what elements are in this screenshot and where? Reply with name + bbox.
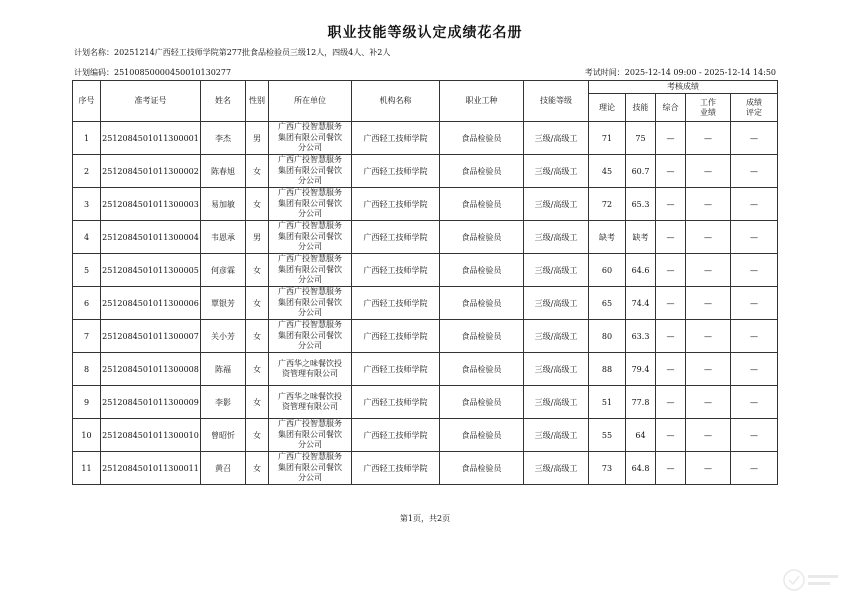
cell-unit-line: 集团有限公司餐饮 — [278, 462, 342, 472]
cell-unit-line: 分公司 — [298, 176, 322, 186]
cell-unit-line: 分公司 — [298, 341, 322, 351]
cell-work: — — [686, 386, 731, 419]
cell-unit-line: 资管理有限公司 — [282, 402, 338, 411]
cell-job: 食品检验员 — [440, 188, 524, 221]
exam-time: 考试时间：2025-12-14 09:00 - 2025-12-14 14:50 — [584, 68, 776, 77]
cell-name: 陈福 — [201, 353, 246, 386]
cell-gender: 女 — [246, 452, 269, 485]
cell-name: 曾昭忻 — [201, 419, 246, 452]
cell-skill: 79.4 — [626, 353, 656, 386]
cell-skill: 65.3 — [626, 188, 656, 221]
cell-job: 食品检验员 — [440, 320, 524, 353]
cell-level: 三级/高级工 — [524, 122, 589, 155]
cell-unit-line: 集团有限公司餐饮 — [278, 231, 342, 241]
cell-unit-line: 分公司 — [298, 143, 322, 153]
cell-comprehensive: — — [656, 287, 686, 320]
cell-seq: 9 — [73, 386, 101, 419]
cell-comprehensive: — — [656, 419, 686, 452]
cell-unit-line: 分公司 — [298, 275, 322, 285]
cell-ticket: 2512084501011300008 — [101, 353, 201, 386]
cell-unit-line: 集团有限公司餐饮 — [278, 264, 342, 274]
cell-org: 广西轻工技师学院 — [352, 155, 440, 188]
cell-unit-line: 集团有限公司餐饮 — [278, 297, 342, 307]
cell-org: 广西轻工技师学院 — [352, 221, 440, 254]
cell-org: 广西轻工技师学院 — [352, 188, 440, 221]
cell-skill: 77.8 — [626, 386, 656, 419]
cell-unit-line: 广西广投智慧服务 — [278, 419, 342, 429]
cell-final: — — [731, 254, 778, 287]
cell-theory: 60 — [589, 254, 626, 287]
cell-name: 易加敏 — [201, 188, 246, 221]
cell-unit-line: 资管理有限公司 — [282, 369, 338, 378]
cell-unit-line: 集团有限公司餐饮 — [278, 429, 342, 439]
cell-unit — [269, 452, 352, 485]
header-ticket: 准考证号 — [101, 81, 201, 122]
header-work-line1: 工作 — [700, 97, 716, 107]
cell-unit-line: 分公司 — [298, 473, 322, 483]
cell-theory: 88 — [589, 353, 626, 386]
cell-ticket: 2512084501011300006 — [101, 287, 201, 320]
score-table — [72, 80, 778, 485]
cell-gender: 女 — [246, 188, 269, 221]
cell-org: 广西轻工技师学院 — [352, 386, 440, 419]
cell-job: 食品检验员 — [440, 122, 524, 155]
cell-final: — — [731, 221, 778, 254]
header-work-line2: 业绩 — [700, 107, 716, 117]
cell-final: — — [731, 287, 778, 320]
cell-gender: 女 — [246, 320, 269, 353]
table-row — [73, 122, 778, 155]
cell-level: 三级/高级工 — [524, 221, 589, 254]
table-row — [73, 188, 778, 221]
cell-work: — — [686, 287, 731, 320]
page-title: 职业技能等级认定成绩花名册 — [327, 25, 523, 41]
header-assess: 考核成绩 — [589, 81, 778, 94]
table-row — [73, 320, 778, 353]
cell-unit — [269, 221, 352, 254]
header-name: 姓名 — [201, 81, 246, 122]
cell-level: 三级/高级工 — [524, 452, 589, 485]
cell-theory: 45 — [589, 155, 626, 188]
table-row — [73, 419, 778, 452]
table-row — [73, 287, 778, 320]
cell-unit — [269, 122, 352, 155]
cell-job: 食品检验员 — [440, 419, 524, 452]
cell-seq: 11 — [73, 452, 101, 485]
cell-gender: 女 — [246, 155, 269, 188]
cell-unit-line: 集团有限公司餐饮 — [278, 165, 342, 175]
cell-work: — — [686, 221, 731, 254]
cell-job: 食品检验员 — [440, 386, 524, 419]
cell-final: — — [731, 386, 778, 419]
cell-ticket: 2512084501011300011 — [101, 452, 201, 485]
cell-gender: 女 — [246, 353, 269, 386]
cell-comprehensive: — — [656, 221, 686, 254]
cell-work: — — [686, 320, 731, 353]
cell-final: — — [731, 320, 778, 353]
cell-ticket: 2512084501011300007 — [101, 320, 201, 353]
cell-seq: 1 — [73, 122, 101, 155]
cell-skill: 64 — [626, 419, 656, 452]
cell-seq: 8 — [73, 353, 101, 386]
header-comprehensive: 综合 — [656, 94, 686, 122]
cell-comprehensive: — — [656, 320, 686, 353]
cell-gender: 女 — [246, 386, 269, 419]
cell-skill: 74.4 — [626, 287, 656, 320]
cell-name: 陈春旭 — [201, 155, 246, 188]
watermark-logo — [782, 565, 842, 595]
header-final-line1: 成绩 — [746, 97, 762, 107]
cell-org: 广西轻工技师学院 — [352, 419, 440, 452]
cell-ticket: 2512084501011300009 — [101, 386, 201, 419]
cell-seq: 2 — [73, 155, 101, 188]
cell-org: 广西轻工技师学院 — [352, 122, 440, 155]
cell-comprehensive: — — [656, 452, 686, 485]
cell-level: 三级/高级工 — [524, 419, 589, 452]
cell-job: 食品检验员 — [440, 155, 524, 188]
cell-unit-line: 广西广投智慧服务 — [278, 221, 342, 231]
cell-final: — — [731, 452, 778, 485]
cell-gender: 女 — [246, 419, 269, 452]
cell-org: 广西轻工技师学院 — [352, 452, 440, 485]
cell-final: — — [731, 155, 778, 188]
header-skill: 技能 — [626, 94, 656, 122]
cell-unit-line: 广西广投智慧服务 — [278, 122, 342, 132]
cell-unit — [269, 254, 352, 287]
cell-unit-line: 广西广投智慧服务 — [278, 188, 342, 198]
cell-name: 李杰 — [201, 122, 246, 155]
cell-unit-line: 分公司 — [298, 242, 322, 252]
cell-comprehensive: — — [656, 155, 686, 188]
cell-final: — — [731, 122, 778, 155]
page-footer: 第1页，共2页 — [399, 514, 451, 523]
cell-skill: 64.8 — [626, 452, 656, 485]
cell-name: 何彦霖 — [201, 254, 246, 287]
cell-job: 食品检验员 — [440, 221, 524, 254]
cell-theory: 缺考 — [589, 221, 626, 254]
header-unit: 所在单位 — [269, 81, 352, 122]
cell-ticket: 2512084501011300001 — [101, 122, 201, 155]
cell-work: — — [686, 155, 731, 188]
table-row — [73, 155, 778, 188]
cell-unit — [269, 155, 352, 188]
cell-level: 三级/高级工 — [524, 155, 589, 188]
cell-org: 广西轻工技师学院 — [352, 353, 440, 386]
cell-unit-line: 集团有限公司餐饮 — [278, 198, 342, 208]
cell-theory: 73 — [589, 452, 626, 485]
cell-unit — [269, 419, 352, 452]
cell-comprehensive: — — [656, 188, 686, 221]
cell-unit-line: 分公司 — [298, 308, 322, 318]
cell-name: 覃银芳 — [201, 287, 246, 320]
cell-unit — [269, 188, 352, 221]
cell-theory: 80 — [589, 320, 626, 353]
cell-unit — [269, 386, 352, 419]
cell-job: 食品检验员 — [440, 254, 524, 287]
cell-unit-line: 集团有限公司餐饮 — [278, 132, 342, 142]
header-final-line2: 评定 — [746, 107, 762, 117]
table-row — [73, 353, 778, 386]
cell-seq: 6 — [73, 287, 101, 320]
cell-level: 三级/高级工 — [524, 287, 589, 320]
cell-ticket: 2512084501011300004 — [101, 221, 201, 254]
cell-skill: 缺考 — [626, 221, 656, 254]
cell-ticket: 2512084501011300003 — [101, 188, 201, 221]
cell-unit-line: 广西广投智慧服务 — [278, 320, 342, 330]
table-row — [73, 221, 778, 254]
header-theory: 理论 — [589, 94, 626, 122]
cell-comprehensive: — — [656, 122, 686, 155]
cell-name: 李影 — [201, 386, 246, 419]
header-final — [731, 94, 778, 122]
table-row — [73, 386, 778, 419]
cell-unit — [269, 353, 352, 386]
cell-work: — — [686, 452, 731, 485]
cell-gender: 男 — [246, 122, 269, 155]
cell-unit-line: 分公司 — [298, 440, 322, 450]
cell-org: 广西轻工技师学院 — [352, 320, 440, 353]
header-gender: 性别 — [246, 81, 269, 122]
cell-gender: 女 — [246, 287, 269, 320]
cell-unit-line: 广西华之味餐饮投 — [278, 358, 342, 368]
cell-skill: 60.7 — [626, 155, 656, 188]
cell-theory: 51 — [589, 386, 626, 419]
cell-work: — — [686, 254, 731, 287]
cell-seq: 3 — [73, 188, 101, 221]
cell-job: 食品检验员 — [440, 353, 524, 386]
cell-level: 三级/高级工 — [524, 353, 589, 386]
cell-work: — — [686, 188, 731, 221]
cell-unit-line: 广西广投智慧服务 — [278, 155, 342, 165]
cell-final: — — [731, 353, 778, 386]
table-row — [73, 452, 778, 485]
cell-name: 黄召 — [201, 452, 246, 485]
cell-work: — — [686, 419, 731, 452]
cell-final: — — [731, 188, 778, 221]
cell-ticket: 2512084501011300010 — [101, 419, 201, 452]
table-row — [73, 254, 778, 287]
cell-seq: 4 — [73, 221, 101, 254]
cell-name: 关小芳 — [201, 320, 246, 353]
cell-seq: 7 — [73, 320, 101, 353]
cell-org: 广西轻工技师学院 — [352, 287, 440, 320]
cell-final: — — [731, 419, 778, 452]
cell-unit — [269, 287, 352, 320]
cell-level: 三级/高级工 — [524, 188, 589, 221]
cell-unit-line: 集团有限公司餐饮 — [278, 330, 342, 340]
cell-unit-line: 广西广投智慧服务 — [278, 287, 342, 297]
cell-comprehensive: — — [656, 254, 686, 287]
cell-gender: 女 — [246, 254, 269, 287]
cell-unit-line: 广西华之味餐饮投 — [278, 391, 342, 401]
cell-job: 食品检验员 — [440, 287, 524, 320]
cell-level: 三级/高级工 — [524, 254, 589, 287]
cell-comprehensive: — — [656, 353, 686, 386]
cell-job: 食品检验员 — [440, 452, 524, 485]
cell-gender: 男 — [246, 221, 269, 254]
header-work — [686, 94, 731, 122]
cell-theory: 65 — [589, 287, 626, 320]
plan-code: 计划编码：25100850000450010130277 — [74, 68, 232, 77]
cell-theory: 71 — [589, 122, 626, 155]
cell-unit-line: 广西广投智慧服务 — [278, 254, 342, 264]
cell-work: — — [686, 353, 731, 386]
cell-skill: 64.6 — [626, 254, 656, 287]
cell-unit-line: 分公司 — [298, 209, 322, 219]
cell-level: 三级/高级工 — [524, 386, 589, 419]
cell-unit-line: 广西广投智慧服务 — [278, 452, 342, 462]
cell-theory: 72 — [589, 188, 626, 221]
cell-level: 三级/高级工 — [524, 320, 589, 353]
cell-name: 韦恩承 — [201, 221, 246, 254]
cell-ticket: 2512084501011300005 — [101, 254, 201, 287]
cell-unit — [269, 320, 352, 353]
cell-org: 广西轻工技师学院 — [352, 254, 440, 287]
header-org: 机构名称 — [352, 81, 440, 122]
header-job: 职业工种 — [440, 81, 524, 122]
cell-ticket: 2512084501011300002 — [101, 155, 201, 188]
cell-work: — — [686, 122, 731, 155]
cell-seq: 5 — [73, 254, 101, 287]
plan-name: 计划名称：20251214广西轻工技师学院第277批食品检验员三级12人，四级4人、补2人 — [74, 48, 391, 57]
cell-seq: 10 — [73, 419, 101, 452]
header-seq: 序号 — [73, 81, 101, 122]
header-level: 技能等级 — [524, 81, 589, 122]
cell-comprehensive: — — [656, 386, 686, 419]
cell-skill: 63.3 — [626, 320, 656, 353]
cell-theory: 55 — [589, 419, 626, 452]
cell-skill: 75 — [626, 122, 656, 155]
